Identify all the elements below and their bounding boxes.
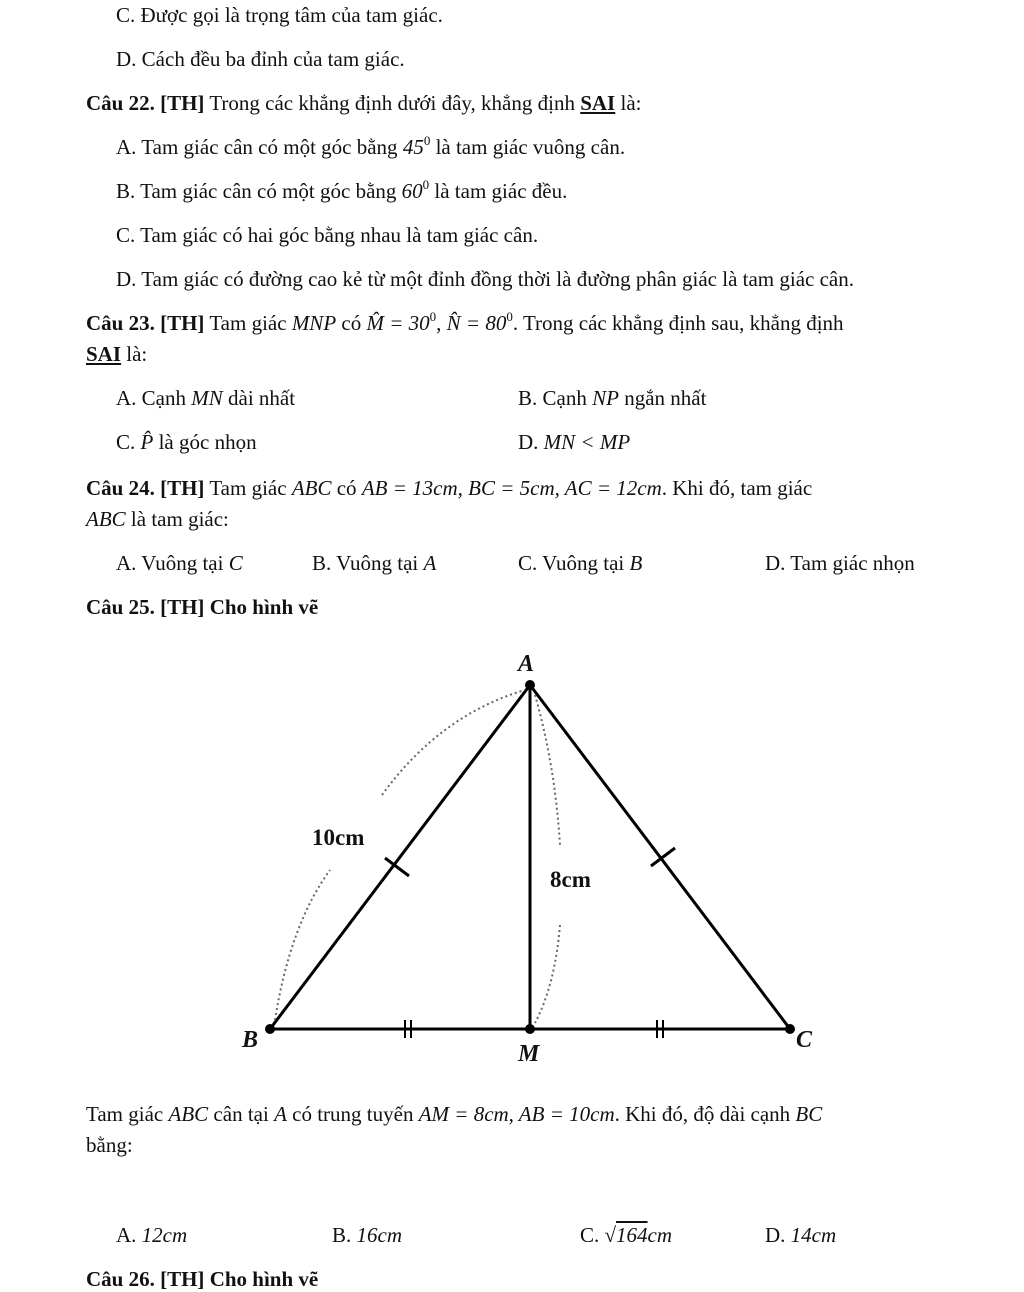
q26-stem-text: Cho hình vẽ [209, 1267, 319, 1291]
label-c: C [796, 1027, 813, 1053]
q22-option-b: B. Tam giác cân có một góc bằng $60^0$ là tam giác đều. [116, 177, 568, 203]
q22-option-c: C. Tam giác có hai góc bằng nhau là tam giác cân. [116, 223, 539, 247]
vertex-a [525, 680, 535, 690]
q23-sai: SAI [86, 342, 122, 366]
label-b: B [242, 1027, 259, 1053]
q21-option-c: C. Được gọi là trọng tâm của tam giác. [116, 3, 443, 27]
vertex-b [265, 1024, 275, 1034]
q23-option-d: D. MN < MP [518, 430, 631, 454]
q22-stem [86, 90, 641, 116]
q23-label: Câu 23. [TH] [86, 311, 205, 335]
q23-option-c: C. P̂ là góc nhọn [116, 430, 257, 454]
q22-stem-after: là: [620, 91, 642, 115]
label-m: M [518, 1041, 540, 1067]
side-ac [530, 685, 790, 1029]
q24-stem: Câu 24. [TH] Tam giác ABC có AB = 13cm, BC = 5cm, AC = 12cm. Khi đó, tam giác [86, 476, 813, 500]
q23-stem-line2: SAI là: [86, 342, 148, 366]
q25-option-a: A. 12cm [116, 1223, 188, 1247]
q25-option-c: C. √164cm [580, 1223, 673, 1247]
q22-sai: SAI [580, 91, 616, 115]
label-a: A [518, 651, 535, 677]
q23-stem: Câu 23. [TH] Tam giác MNP có M̂ = $30^0$, N̂ = $80^0$. Trong các khẳng định sau, khẳng định [86, 309, 844, 335]
q24-label: Câu 24. [TH] [86, 476, 205, 500]
q23-option-b: B. Cạnh NP ngắn nhất [518, 386, 707, 410]
triangle-diagram [230, 645, 830, 1075]
q24-option-a: A. Vuông tại C [116, 551, 243, 575]
q25-question: Tam giác ABC cân tại A có trung tuyến AM = 8cm, AB = 10cm. Khi đó, độ dài cạnh BC [86, 1102, 823, 1126]
label-am-length: 8cm [550, 867, 591, 892]
q25-label: Câu 25. [TH] [86, 595, 205, 619]
q22-option-a: A. Tam giác cân có một góc bằng $45^0$ là tam giác vuông cân. [116, 133, 626, 159]
q22-stem-text: Trong các khẳng định dưới đây, khẳng định [209, 91, 575, 115]
q25-option-d: D. 14cm [765, 1223, 837, 1247]
arc-ab-upper [382, 690, 525, 795]
q23-option-a: A. Cạnh MN dài nhất [116, 386, 296, 410]
q25-option-b: B. 16cm [332, 1223, 403, 1247]
triangle-figure [230, 645, 830, 1075]
q22-label: Câu 22. [TH] [86, 91, 205, 115]
q24-option-c: C. Vuông tại B [518, 551, 643, 575]
q25-stem [86, 594, 318, 620]
arc-am-lower [535, 925, 560, 1023]
label-ab-length: 10cm [312, 825, 365, 850]
sqrt-expression: √164cm [604, 1223, 673, 1247]
q24-option-b: B. Vuông tại A [312, 551, 437, 575]
q24-option-d: D. Tam giác nhọn [765, 551, 915, 575]
q26-stem [86, 1266, 318, 1292]
arc-ab-lower [275, 870, 330, 1020]
q25-stem-text: Cho hình vẽ [209, 595, 319, 619]
q22-option-d: D. Tam giác có đường cao kẻ từ một đỉnh đồng thời là đường phân giác là tam giác cân. [116, 267, 854, 291]
vertex-c [785, 1024, 795, 1034]
q26-label: Câu 26. [TH] [86, 1267, 205, 1291]
side-ab [270, 685, 530, 1029]
q21-option-d: D. Cách đều ba đỉnh của tam giác. [116, 47, 405, 71]
vertex-m [525, 1024, 535, 1034]
q25-question-line2: bằng: [86, 1133, 133, 1157]
q24-stem-line2: ABC là tam giác: [86, 507, 229, 531]
